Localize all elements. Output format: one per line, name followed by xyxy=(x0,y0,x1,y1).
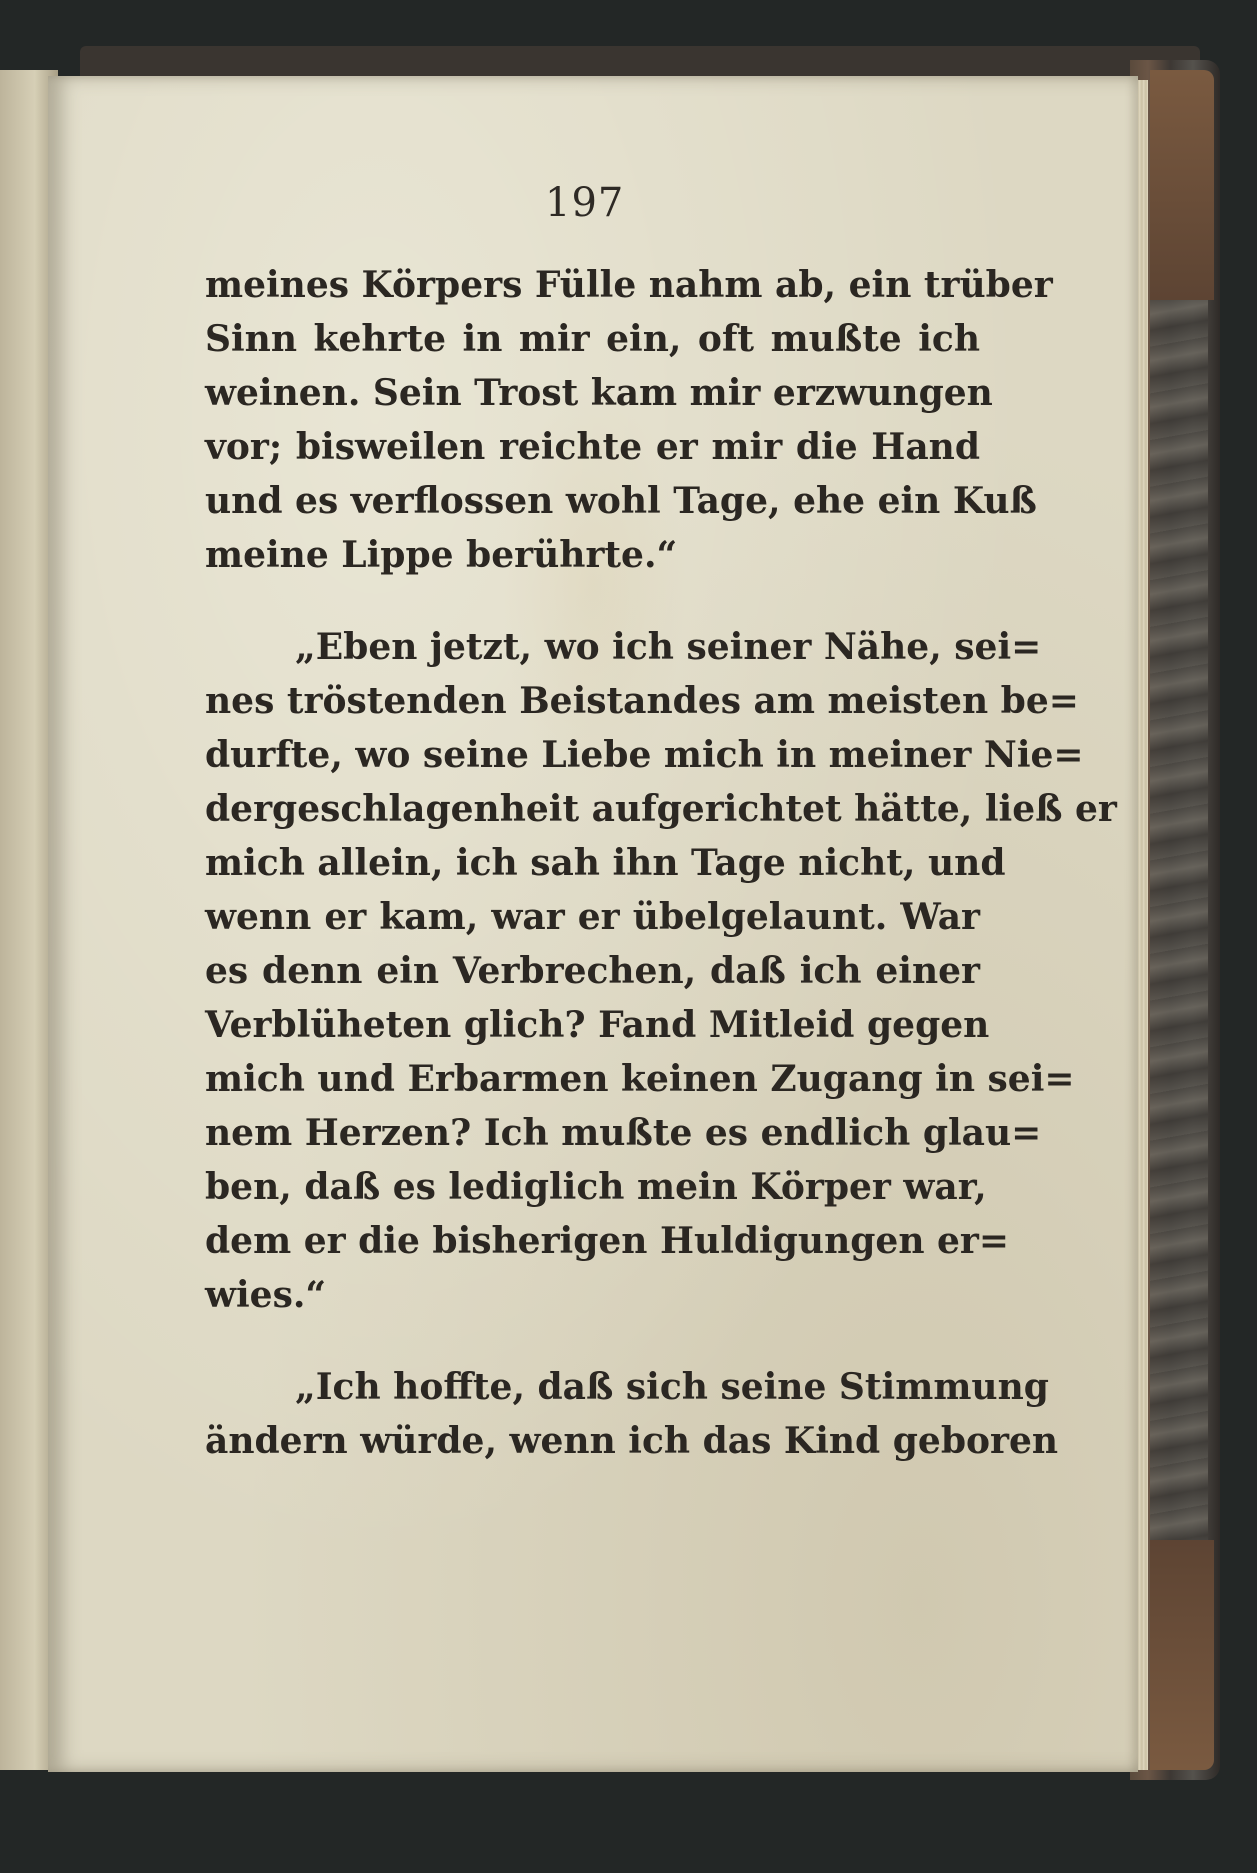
paragraph-gap xyxy=(205,582,980,620)
text-line: „Ich hoffte, daß sich seine Stimmung xyxy=(295,1366,1049,1408)
paragraph xyxy=(205,1360,1059,1468)
paragraph xyxy=(205,258,1053,582)
text-line: wies.“ xyxy=(205,1274,327,1316)
text-line: mich allein, ich sah ihn Tage nicht, und xyxy=(205,842,1006,884)
text-line: Sinn kehrte in mir ein, oft mußte ich xyxy=(205,318,980,360)
marbled-cover-paper xyxy=(1150,300,1208,1650)
page-number: 197 xyxy=(545,180,625,226)
text-line: ändern würde, wenn ich das Kind geboren xyxy=(205,1420,1059,1462)
text-line: dem er die bisherigen Huldigungen er= xyxy=(205,1220,1010,1262)
text-line: nes tröstenden Beistandes am meisten be= xyxy=(205,680,1079,722)
text-line: durfte, wo seine Liebe mich in meiner Nie= xyxy=(205,734,1084,776)
text-line: dergeschlagenheit aufgerichtet hätte, ließ er xyxy=(205,788,1117,830)
text-line: mich und Erbarmen keinen Zugang in sei= xyxy=(205,1058,1075,1100)
text-line: nem Herzen? Ich mußte es endlich glau= xyxy=(205,1112,1042,1154)
text-line: „Eben jetzt, wo ich seiner Nähe, sei= xyxy=(295,626,1042,668)
text-line: weinen. Sein Trost kam mir erzwungen xyxy=(205,372,993,414)
text-line: es denn ein Verbrechen, daß ich einer xyxy=(205,950,980,992)
text-line: vor; bisweilen reichte er mir die Hand xyxy=(205,426,980,468)
text-line: meine Lippe berührte.“ xyxy=(205,534,678,576)
paragraph-gap xyxy=(205,1322,980,1360)
text-line: Verblüheten glich? Fand Mitleid gegen xyxy=(205,1004,990,1046)
leather-corner-bottom xyxy=(1150,1540,1214,1770)
leather-corner-top xyxy=(1150,70,1214,300)
page-text xyxy=(205,258,1117,1468)
text-line: wenn er kam, war er übelgelaunt. War xyxy=(205,896,980,938)
text-line: und es verflossen wohl Tage, ehe ein Kuß xyxy=(205,480,1037,522)
text-line: ben, daß es lediglich mein Körper war, xyxy=(205,1166,987,1208)
paragraph xyxy=(205,620,1117,1322)
text-line: meines Körpers Fülle nahm ab, ein trüber xyxy=(205,264,1053,306)
